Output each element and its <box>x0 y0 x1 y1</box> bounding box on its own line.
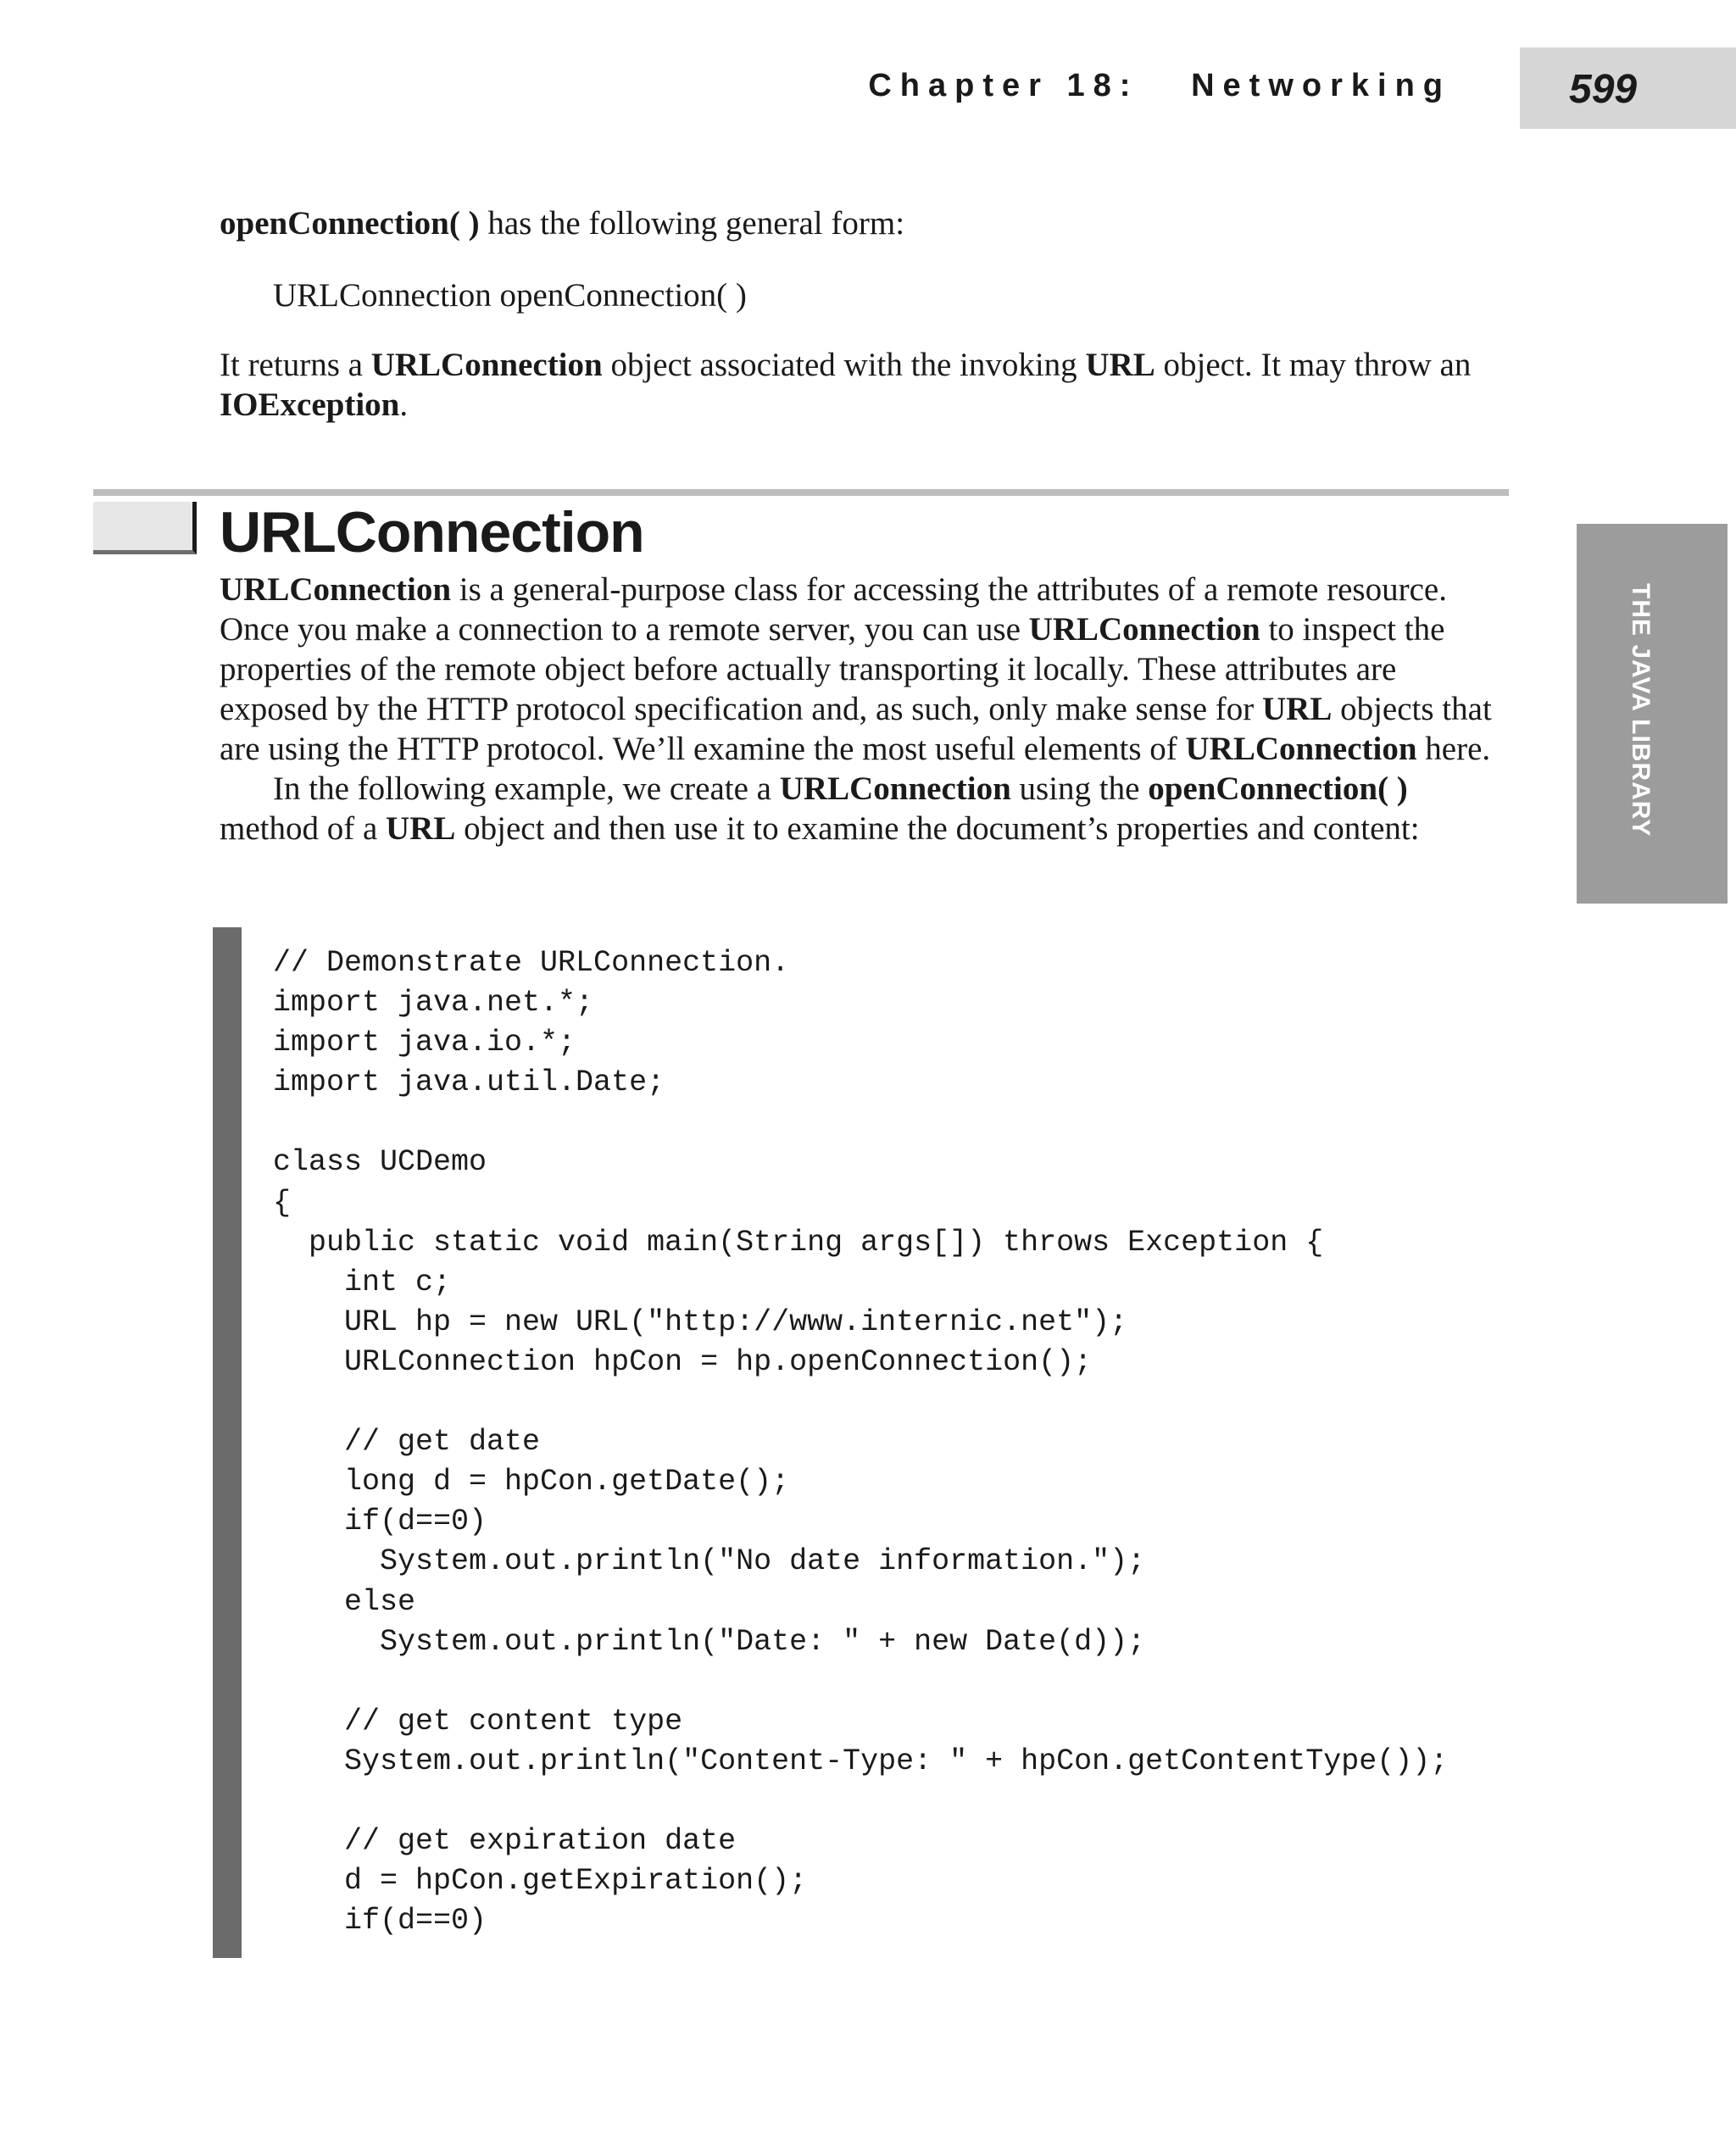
p1-text-3: objects that are using the HTTP protocol. We’ll examine the most useful elements of <box>220 691 1492 767</box>
intro-paragraph <box>220 203 1508 243</box>
section-marker-icon <box>93 502 197 554</box>
code-line: { <box>273 1185 292 1220</box>
code-line <box>273 1382 1448 1422</box>
returns-text-2: object associated with the invoking <box>602 347 1086 383</box>
side-tab <box>1577 524 1728 904</box>
returns-bold-2: URL <box>1085 347 1155 383</box>
section-paragraph-1 <box>220 570 1508 769</box>
chapter-title: Networking <box>1191 68 1451 103</box>
chapter-label: Chapter 18: <box>868 68 1139 103</box>
code-line: int c; <box>273 1265 452 1299</box>
syntax-line: URLConnection openConnection( ) <box>273 277 747 314</box>
code-line: URL hp = new URL("http://www.internic.net"); <box>273 1304 1128 1339</box>
p2-text-4: object and then use it to examine the document’s properties and content: <box>455 810 1420 847</box>
p1-bold-3: URL <box>1262 691 1333 727</box>
section-rule <box>93 489 1509 496</box>
code-line: System.out.println("Content-Type: " + hpCon.getContentType()); <box>273 1744 1449 1778</box>
code-line: // get content type <box>273 1704 683 1738</box>
section-paragraph-2 <box>220 769 1508 848</box>
returns-text-4: . <box>399 387 409 423</box>
returns-text-3: object. It may throw an <box>1155 347 1472 383</box>
code-line: if(d==0) <box>273 1505 487 1539</box>
code-listing-bar <box>213 927 242 1958</box>
returns-bold-1: URLConnection <box>370 347 603 383</box>
p2-bold-1: URLConnection <box>779 770 1011 807</box>
p2-text-2: using the <box>1010 770 1149 807</box>
code-listing <box>273 943 1448 1941</box>
side-tab-label: THE JAVA LIBRARY <box>1627 583 1655 837</box>
code-line: // Demonstrate URLConnection. <box>273 946 790 980</box>
p1-bold-1: URLConnection <box>220 571 452 608</box>
code-line <box>273 1103 1448 1143</box>
code-line: URLConnection hpCon = hp.openConnection(); <box>273 1344 1093 1379</box>
p1-text-2: to inspect the properties of the remote object before actually transporting it locally. These attributes are exposed by the HTTP protocol specification and, as such, only make sense for <box>220 611 1445 727</box>
code-line: long d = hpCon.getDate(); <box>273 1465 790 1499</box>
p1-bold-2: URLConnection <box>1028 611 1260 648</box>
p2-bold-3: URL <box>386 810 456 847</box>
p2-text-3: method of a <box>220 810 387 847</box>
code-line: // get expiration date <box>273 1824 737 1859</box>
p1-bold-4: URLConnection <box>1185 731 1417 767</box>
p2-bold-2: openConnection( ) <box>1148 770 1408 807</box>
code-line: System.out.println("No date information."); <box>273 1544 1146 1579</box>
returns-bold-3: IOException <box>220 387 400 423</box>
code-line <box>273 1782 1448 1822</box>
page-number-box <box>1520 47 1736 129</box>
code-line <box>273 1662 1448 1702</box>
code-line: System.out.println("Date: " + new Date(d)); <box>273 1624 1146 1659</box>
returns-text-1: It returns a <box>220 347 371 383</box>
intro-lead-text: has the following general form: <box>479 205 905 242</box>
p2-text-1: In the following example, we create a <box>273 770 780 807</box>
code-line: import java.net.*; <box>273 986 594 1021</box>
code-line: d = hpCon.getExpiration(); <box>273 1864 808 1899</box>
p1-text-4: here. <box>1416 731 1491 767</box>
code-line: class UCDemo <box>273 1145 487 1180</box>
page-number: 599 <box>1569 67 1638 112</box>
method-name: openConnection( ) <box>220 205 480 242</box>
returns-paragraph <box>220 345 1508 425</box>
code-line: import java.util.Date; <box>273 1065 665 1100</box>
code-line: import java.io.*; <box>273 1026 576 1060</box>
code-line: if(d==0) <box>273 1904 487 1939</box>
running-header <box>868 68 1451 104</box>
p1-text-1: is a general-purpose class for accessing the attributes of a remote resource. Once you make a connection to a remote server, you can use <box>220 571 1447 648</box>
code-line: // get date <box>273 1425 541 1460</box>
section-body <box>220 570 1508 848</box>
section-heading: URLConnection <box>220 500 644 565</box>
code-line: public static void main(String args[]) throws Exception { <box>273 1225 1324 1260</box>
code-line: else <box>273 1584 416 1619</box>
